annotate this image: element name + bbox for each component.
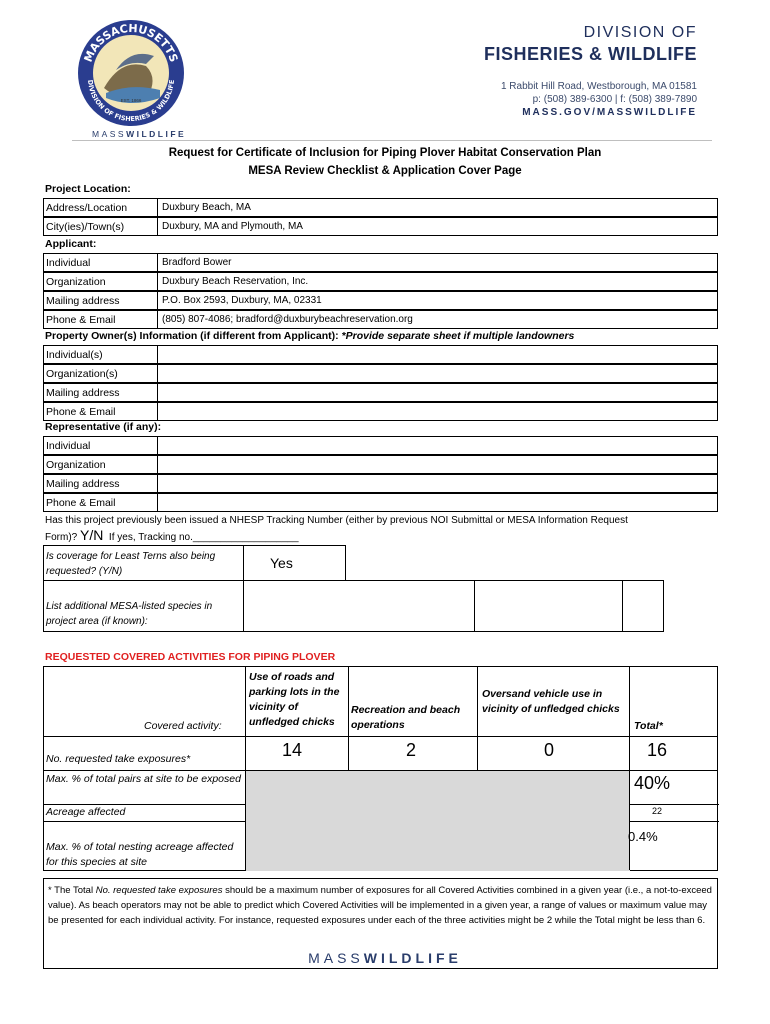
division-of-text: DIVISION OF — [583, 24, 697, 41]
tracking-yn-answer[interactable]: Y/N — [80, 527, 104, 543]
masswildlife-small-logo: MASSWILDLIFE — [92, 129, 187, 139]
city-town-row — [43, 217, 718, 236]
address-line-1: 1 Rabbit Hill Road, Westborough, MA 01581 — [500, 81, 697, 92]
col-header-roads: Use of roads and parking lots in the vicinity of unfledged chicks — [249, 671, 340, 728]
tracking-number-field[interactable]: If yes, Tracking no.___________________ — [108, 532, 299, 543]
field-label: Phone & Email — [44, 311, 158, 328]
address-location-field[interactable]: Duxbury Beach, MA — [162, 202, 251, 213]
city-town-field[interactable]: Duxbury, MA and Plymouth, MA — [162, 221, 303, 232]
tracking-line-2 — [45, 528, 720, 545]
row-divider — [630, 821, 719, 822]
oversand-exposures-value[interactable]: 0 — [544, 740, 555, 760]
field-label: Address/Location — [44, 199, 158, 216]
agency-website: MASS.GOV/MASSWILDLIFE — [522, 107, 697, 118]
shaded-area — [246, 770, 630, 871]
additional-species-label: List additional MESA-listed species in project area (if known): — [46, 601, 213, 627]
agency-address — [501, 80, 697, 106]
owner-heading — [45, 330, 574, 342]
representative-heading: Representative (if any): — [45, 421, 162, 433]
tracking-question: Has this project previously been issued a NHESP Tracking Number (either by previous NOI Submittal or MESA Information Request — [45, 515, 628, 526]
rep-organization-row — [43, 455, 718, 474]
least-terns-row — [43, 545, 346, 581]
col-divider — [245, 667, 246, 870]
field-label: Mailing address — [44, 384, 158, 401]
seal-est-text: EST. 1866 — [120, 98, 142, 103]
seal-top-text: MASSACHUSETTS — [81, 21, 181, 64]
least-terns-label: Is coverage for Least Terns also being requested? (Y/N) — [46, 551, 216, 577]
field-label: Organization — [44, 273, 158, 290]
field-label: Individual(s) — [44, 346, 158, 363]
roads-exposures-value[interactable]: 14 — [282, 740, 303, 760]
least-terns-answer[interactable]: Yes — [270, 555, 293, 571]
rep-mailing-row — [43, 474, 718, 493]
rep-phone-email-row — [43, 493, 718, 512]
applicant-individual-field[interactable]: Bradford Bower — [162, 257, 232, 268]
row-divider — [44, 821, 245, 822]
activities-table — [43, 666, 718, 871]
rep-individual-row — [43, 436, 718, 455]
applicant-mailing-field[interactable]: P.O. Box 2593, Duxbury, MA, 02331 — [162, 295, 322, 306]
owner-mailing-row — [43, 383, 718, 402]
field-label: Phone & Email — [44, 494, 158, 511]
applicant-organization-row — [43, 272, 718, 291]
owner-individual-row — [43, 345, 718, 364]
take-exposures-label: No. requested take exposures* — [46, 753, 191, 765]
nesting-acreage-label: Max. % of total nesting acreage affected for this species at site — [46, 841, 234, 868]
row-divider — [44, 736, 717, 737]
applicant-individual-row — [43, 253, 718, 272]
col-header-recreation: Recreation and beach operations — [351, 704, 461, 731]
total-exposures-value[interactable]: 16 — [647, 740, 668, 760]
owner-phone-email-row — [43, 402, 718, 421]
additional-species-row — [43, 580, 664, 632]
species-field-2[interactable] — [475, 581, 622, 631]
row-divider — [630, 804, 719, 805]
footnote-part-1: * The Total — [48, 885, 96, 896]
species-field-1[interactable] — [244, 581, 474, 631]
owner-heading-note: *Provide separate sheet if multiple landowners — [341, 330, 575, 342]
svg-text:MASSACHUSETTS — [82, 22, 181, 64]
field-label: Organization(s) — [44, 365, 158, 382]
field-label: Mailing address — [44, 475, 158, 492]
header-divider — [72, 140, 712, 141]
applicant-organization-field[interactable]: Duxbury Beach Reservation, Inc. — [162, 276, 309, 287]
field-label: Individual — [44, 254, 158, 271]
fisheries-wildlife-text: FISHERIES & WILDLIFE — [483, 44, 697, 64]
field-label: Mailing address — [44, 292, 158, 309]
masswildlife-footer-logo: MASSWILDLIFE — [308, 950, 462, 966]
field-label: Organization — [44, 456, 158, 473]
applicant-mailing-row — [43, 291, 718, 310]
col-header-oversand: Oversand vehicle use in vicinity of unfledged chicks — [482, 688, 620, 715]
acreage-label: Acreage affected — [46, 806, 126, 818]
cell-divider — [243, 546, 244, 580]
owner-organization-row — [43, 364, 718, 383]
col-divider — [477, 667, 478, 770]
covered-activity-label: Covered activity: — [144, 720, 222, 732]
tracking-form-text: Form)? — [45, 532, 78, 543]
nesting-acreage-total-value[interactable]: 0.4% — [628, 829, 658, 844]
footnote-part-2: No. requested take exposures — [95, 885, 223, 896]
form-title-line-2: MESA Review Checklist & Application Cover Page — [248, 165, 522, 177]
applicant-heading: Applicant: — [45, 238, 97, 250]
form-title-line-1: Request for Certificate of Inclusion for Piping Plover Habitat Conservation Plan — [168, 147, 602, 159]
col-divider — [348, 667, 349, 770]
recreation-exposures-value[interactable]: 2 — [406, 740, 417, 760]
address-line-2: p: (508) 389-6300 | f: (508) 389-7890 — [532, 94, 697, 105]
col-header-total: Total* — [634, 720, 663, 732]
project-location-heading: Project Location: — [45, 183, 131, 195]
owner-heading-text: Property Owner(s) Information (if different from Applicant): — [45, 330, 342, 342]
footnote-part-3: should be a maximum number of exposures for all Covered Activities combined in a given year (i.e., a not-to-exceed value). As beach operators may not be able to predict which Covered Activities will be implemented in a given year, a range of values or maximum value may be presented for each individual activity. For instance, requested exposures under each of the three activities might be 2 while the Total might be less than 6. — [48, 885, 712, 926]
acreage-total-value[interactable]: 22 — [652, 806, 663, 816]
max-pairs-total-value[interactable]: 40% — [634, 773, 671, 793]
field-label: Individual — [44, 437, 158, 454]
applicant-phone-email-row — [43, 310, 718, 329]
field-label: Phone & Email — [44, 403, 158, 420]
field-label: City(ies)/Town(s) — [44, 218, 158, 235]
max-pairs-label: Max. % of total pairs at site to be exposed — [46, 773, 241, 785]
applicant-phone-email-field[interactable]: (805) 807-4086; bradford@duxburybeachreservation.org — [162, 314, 413, 325]
seal-ring-text — [76, 18, 186, 128]
seal-bottom-text: DIVISION OF FISHERIES & WILDLIFE — [85, 79, 177, 124]
address-location-row — [43, 198, 718, 217]
species-field-3[interactable] — [623, 581, 664, 631]
row-divider — [44, 804, 245, 805]
activities-heading: REQUESTED COVERED ACTIVITIES FOR PIPING PLOVER — [45, 651, 336, 663]
